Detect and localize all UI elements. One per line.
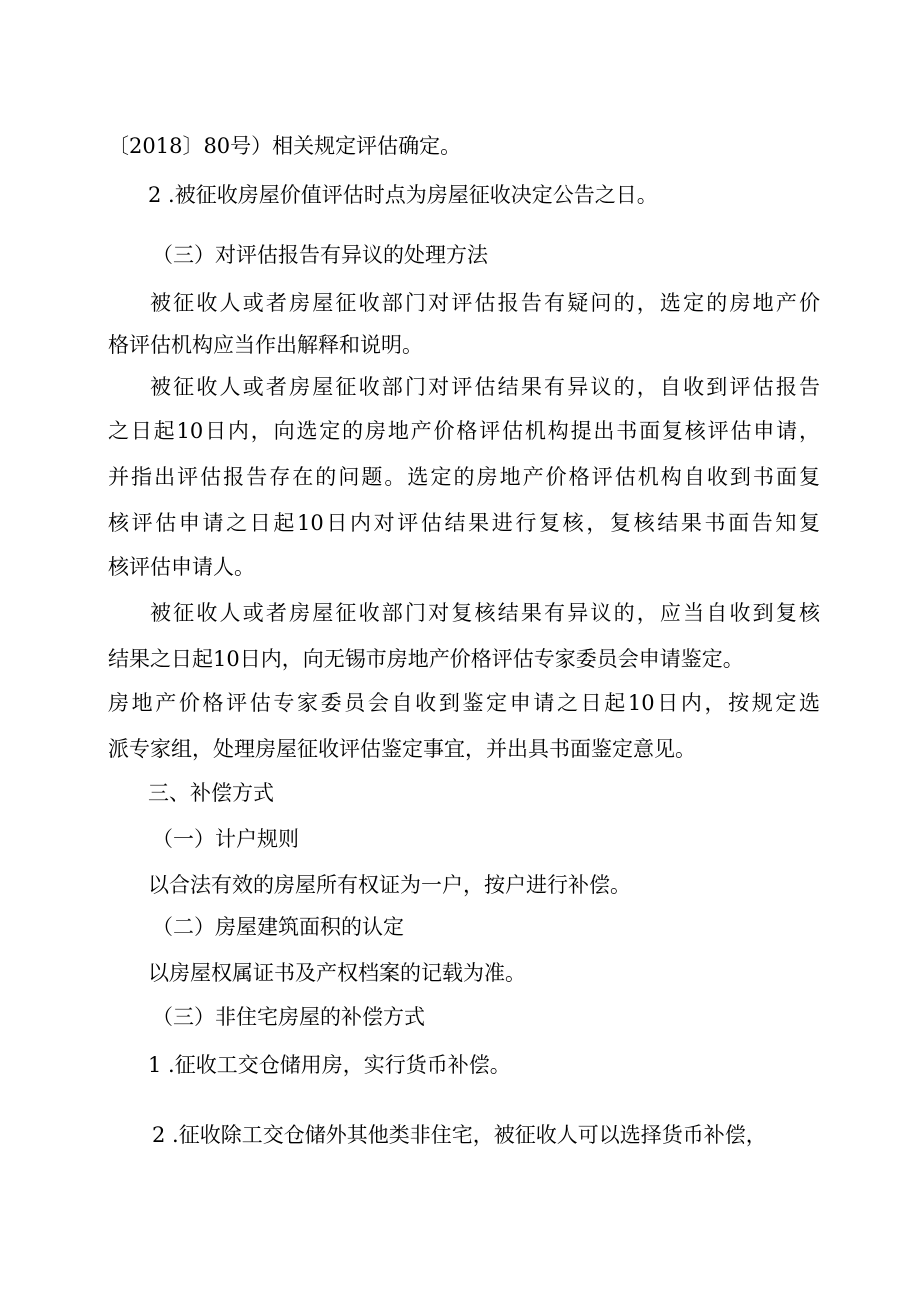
text-line-22: 2 .征收除工交仓储外其他类非住宅，被征收人可以选择货币补偿， (152, 1123, 767, 1147)
text-line-19: 以房屋权属证书及产权档案的记载为准。 (148, 961, 526, 985)
subheading-household-rule: （一）计户规则 (152, 827, 299, 851)
text-line-8: 并指出评估报告存在的问题。选定的房地产价格评估机构自收到书面复 (108, 465, 820, 489)
text-line-17: 以合法有效的房屋所有权证为一户，按户进行补偿。 (148, 873, 631, 897)
text-line-4: 被征收人或者房屋征收部门对评估报告有疑问的，选定的房地产价 (150, 291, 820, 315)
text-line-9: 核评估申请之日起10日内对评估结果进行复核，复核结果书面告知复 (108, 511, 820, 535)
subheading-nonresidential: （三）非住宅房屋的补偿方式 (152, 1005, 425, 1029)
text-line-21: 1 .征收工交仓储用房，实行货币补偿。 (148, 1053, 511, 1077)
text-line-2: 2 .被征收房屋价值评估时点为房屋征收决定公告之日。 (148, 183, 658, 207)
text-line-10: 核评估申请人。 (108, 555, 255, 579)
text-line-7: 之日起10日内，向选定的房地产价格评估机构提出书面复核评估申请， (108, 419, 820, 443)
text-line-6: 被征收人或者房屋征收部门对评估结果有异议的，自收到评估报告 (150, 375, 820, 399)
text-line-5: 格评估机构应当作出解释和说明。 (108, 333, 423, 357)
section-heading-compensation: 三、补偿方式 (148, 781, 274, 805)
text-line-14: 派专家组，处理房屋征收评估鉴定事宜，并出具书面鉴定意见。 (108, 737, 696, 761)
subheading-floor-area: （二）房屋建筑面积的认定 (152, 915, 404, 939)
text-line-11: 被征收人或者房屋征收部门对复核结果有异议的，应当自收到复核 (150, 601, 820, 625)
section-heading-objection: （三）对评估报告有异议的处理方法 (152, 243, 488, 267)
text-line-1: 〔2018〕80号）相关规定评估确定。 (108, 134, 462, 158)
text-line-12: 结果之日起10日内，向无锡市房地产价格评估专家委员会申请鉴定。 (108, 647, 744, 671)
text-line-13: 房地产价格评估专家委员会自收到鉴定申请之日起10日内，按规定选 (108, 691, 820, 715)
